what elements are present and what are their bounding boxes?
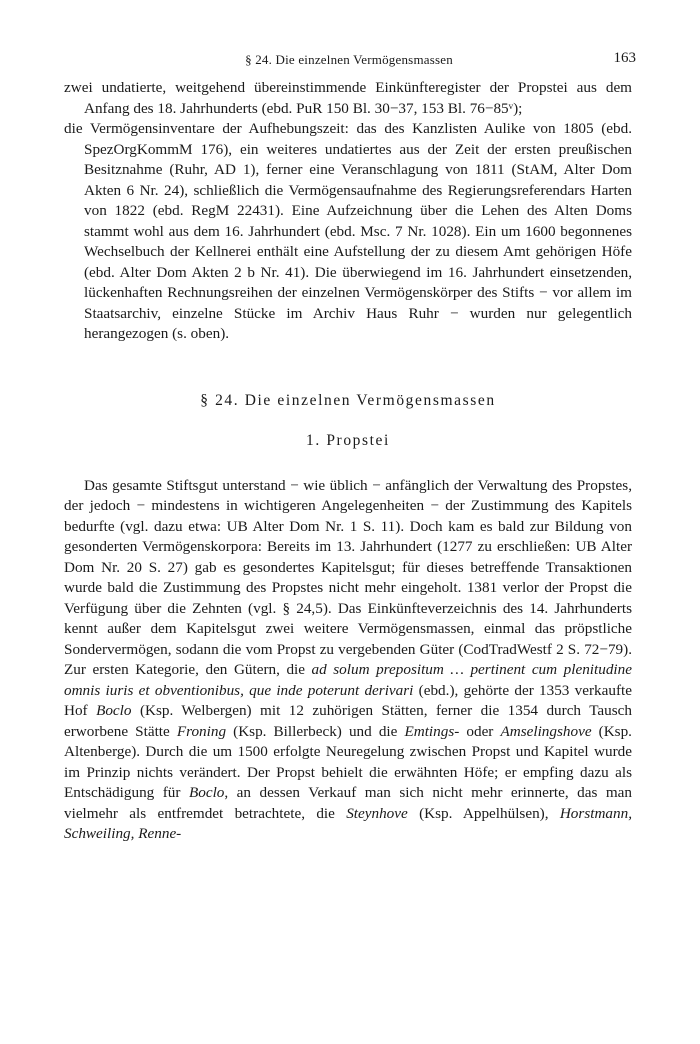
- running-head: § 24. Die einzelnen Vermögensmassen: [245, 52, 453, 67]
- body-paragraph: [64, 476, 632, 845]
- place-name: Steynhove: [346, 804, 408, 822]
- text-run: (Ksp. Welbergen) mit 12 zuhörigen Stätten, ferner die 1354 durch Tausch erworbene Stätte: [64, 702, 632, 740]
- text-run: (ebd.), gehörte der 1353 verkaufte Hof: [64, 681, 632, 719]
- text-run: (Ksp. Appelhülsen),: [407, 804, 560, 822]
- text-run: , an dessen Verkauf man sich nicht mehr erinnerte, das man vielmehr als entfremdet betrachtete, die: [64, 784, 632, 822]
- subsection-title: 1. Propstei: [306, 432, 390, 449]
- place-name: Emtings-: [404, 722, 460, 740]
- page-number: 163: [613, 50, 636, 66]
- body-text: [64, 78, 632, 845]
- latin-quote: ad solum prepositum … pertinent cum plenitudine omnis iuris et obventionibus, que inde poterunt derivari: [64, 661, 632, 699]
- place-name: Horstmann, Schweiling, Renne-: [64, 804, 632, 842]
- place-name: Boclo: [96, 702, 132, 719]
- text-run: oder: [459, 722, 501, 740]
- text-run: Das gesamte Stiftsgut unterstand − wie üblich − anfänglich der Verwaltung des Propstes, der jedoch − mindestens in wichtigeren Angelegenheiten − der Zustimmung des Kapitels bedurfte (vgl. dazu etwa: UB Alter Dom Nr. 1 S. 11). Doch kam es bald zur Bildung von gesonderten Vermögenskorpora: Bereits im 13. Jahrhundert (1277 zu erschließen: UB Alter Dom Nr. 20 S. 27) gab es gesondertes Kapitelsgut; für dieses betreffende Transaktionen wurde bald die Zustimmung des Propstes nicht mehr eingeholt. 1381 verlor der Propst die Verfügung über die Zehnten (vgl. § 24,5). Das Einkünfteverzeichnis des 14. Jahrhunderts kennt außer dem Kapitelsgut zwei weitere Vermögensmassen, einmal das pröpstliche Sondervermögen, sodann die vom Propst zu vergebenden Güter (CodTradWestf 2 S. 72−79). Zur ersten Kategorie, den Gütern, die: [64, 476, 632, 678]
- place-name: Froning: [176, 722, 227, 740]
- page-header: [64, 50, 634, 72]
- place-name: Boclo: [188, 784, 225, 801]
- section-title: § 24. Die einzelnen Vermögensmassen: [200, 391, 496, 409]
- list-item: die Vermögensinventare der Aufhebungszeit: das des Kanzlisten Aulike von 1805 (ebd. SpezOrgKommM 176), ein weiteres undatiertes aus der Zeit der ersten preußischen Besitznahme (Ruhr, AD 1), ferner eine Veranschlagung von 1811 (StAM, Alter Dom Akten 6 Nr. 24), schließlich die Vermögensaufnahme des Regierungsreferendars Harten von 1822 (ebd. RegM 22431). Eine Aufzeichnung über die Lehen des Alten Doms stammt wohl aus dem 16. Jahrhundert (ebd. Msc. 7 Nr. 1028). Ein um 1600 begonnenes Wechselbuch der Kellnerei enthält eine Aufstellung der zu diesem Amt gehörigen Höfe (ebd. Alter Dom Akten 2 b Nr. 41). Die überwiegend im 16. Jahrhundert einsetzenden, lückenhaften Rechnungsreihen der einzelnen Vermögenskörper des Stifts − vor allem im Staatsarchiv, einzelne Stücke im Archiv Haus Ruhr − wurden nur gelegentlich herangezogen (s. oben).: [64, 120, 632, 342]
- place-name: Amselingshove: [500, 722, 592, 740]
- text-run: (Ksp. Altenberge). Durch die um 1500 erfolgte Neuregelung zwischen Propst und Kapitel wurde im Prinzip nichts verändert. Der Propst behielt die erwähnten Höfe; er empfing dazu als Entschädigung für: [64, 722, 632, 801]
- list-item: zwei undatierte, weitgehend übereinstimmende Einkünfteregister der Propstei aus dem Anfang des 18. Jahrhunderts (ebd. PuR 150 Bl. 30−37, 153 Bl. 76−85ᵛ);: [64, 79, 632, 117]
- text-run: (Ksp. Billerbeck) und die: [226, 722, 405, 740]
